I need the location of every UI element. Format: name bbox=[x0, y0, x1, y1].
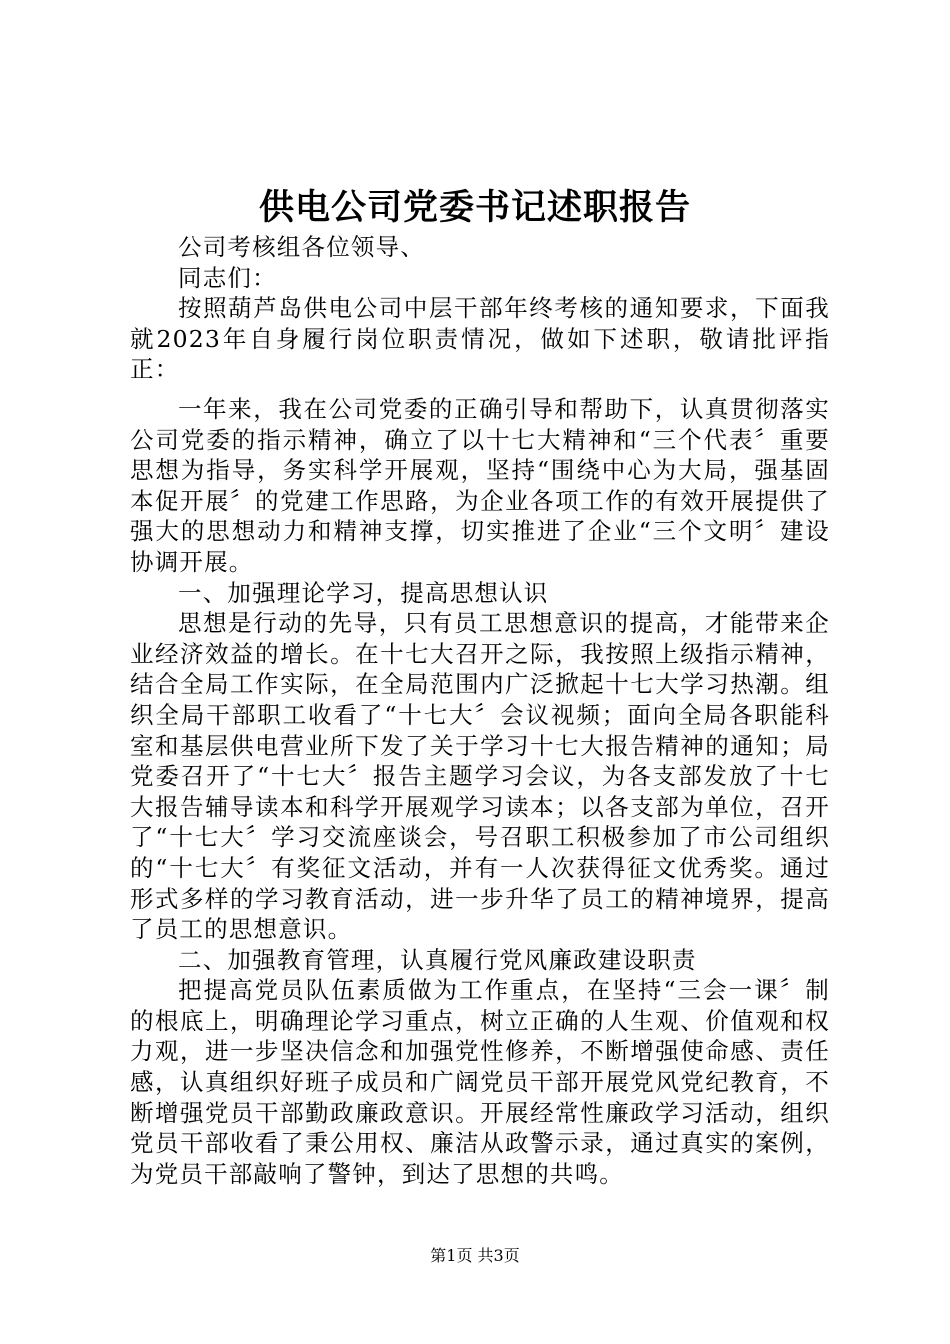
section-heading-2: 二、加强教育管理，认真履行党风廉政建设职责 bbox=[178, 945, 697, 974]
paragraph-2: 思想是行动的先导，只有员工思想意识的提高，才能带来企业经济效益的增长。在十七大召开之际，我按照上级指示精神，结合全局工作实际，在全局范围内广泛掀起十七大学习热潮。组织全局干部职工收看了“十七大〞会议视频；面向全局各职能科室和基层供电营业所下发了关于学习十七大报告精神的通知；局党委召开了“十七大〞报告主题学习会议，为各支部发放了十七大报告辅导读本和科学开展观学习读本；以各支部为单位，召开了“十七大〞学习交流座谈会，号召职工积极参加了市公司组织的“十七大〞有奖征文活动，并有一人次获得征文优秀奖。通过形式多样的学习教育活动，进一步升华了员工的精神境界，提高了员工的思想意识。 bbox=[130, 609, 830, 944]
paragraph-3: 把提高党员队伍素质做为工作重点，在坚持“三会一课〞制的根底上，明确理论学习重点，树立正确的人生观、价值观和权力观，进一步坚决信念和加强党性修养，不断增强使命感、责任感，认真组织好班子成员和广阔党员干部开展党风党纪教育，不断增强党员干部勤政廉政意识。开展经常性廉政学习活动，组织党员干部收看了秉公用权、廉洁从政警示录，通过真实的案例，为党员干部敲响了警钟，到达了思想的共鸣。 bbox=[130, 976, 830, 1188]
page-footer: 第1页 共3页 bbox=[430, 1246, 520, 1265]
paragraph-1: 一年来，我在公司党委的正确引导和帮助下，认真贯彻落实公司党委的指示精神，确立了以十七大精神和“三个代表〞重要思想为指导，务实科学开展观，坚持“围绕中心为大局，强基固本促开展〞的党建工作思路，为企业各项工作的有效开展提供了强大的思想动力和精神支撑，切实推进了企业“三个文明〞建设协调开展。 bbox=[130, 395, 830, 576]
salutation-line-2: 同志们： bbox=[178, 263, 277, 292]
section-heading-1: 一、加强理论学习，提高思想认识 bbox=[178, 578, 549, 607]
salutation-line-1: 公司考核组各位领导、 bbox=[178, 233, 425, 261]
salutation-block bbox=[130, 232, 830, 385]
document-title: 供电公司党委书记述职报告 bbox=[258, 187, 691, 228]
main-body bbox=[130, 394, 830, 1189]
intro-paragraph: 按照葫芦岛供电公司中层干部年终考核的通知要求，下面我就2023年自身履行岗位职责情况，做如下述职，敬请批评指正： bbox=[130, 294, 830, 384]
